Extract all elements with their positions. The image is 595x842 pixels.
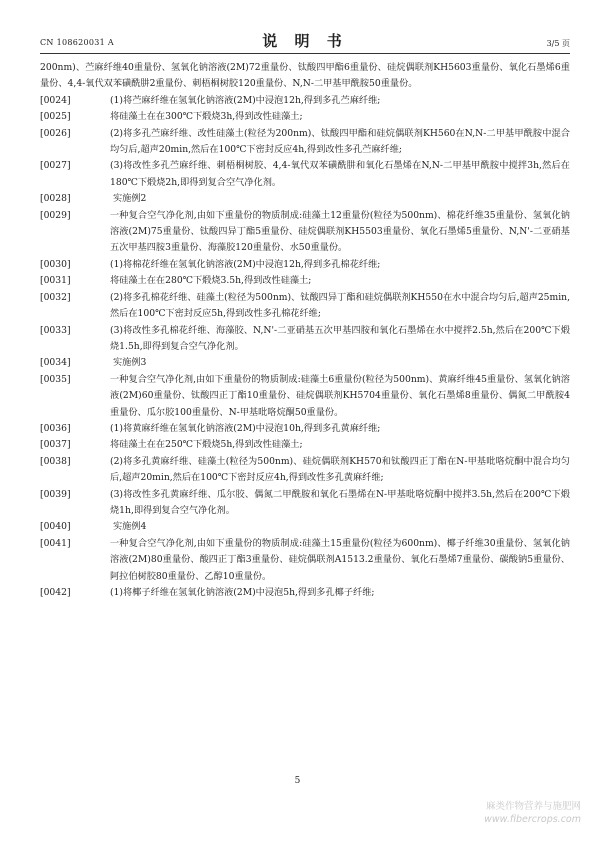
paragraph-number: [0037] <box>40 439 71 451</box>
paragraph-text: (2)将多孔黄麻纤维、硅藻土(粒径为500nm)、硅烷偶联剂KH570和钛酸四正丁酯在N-甲基吡咯烷酮中混合均匀后,超声20min,然后在100℃下密封反应4h,得到改性多孔黄麻纤维; <box>110 455 570 484</box>
example-heading: 实施例3 <box>113 357 147 369</box>
paragraph-number: [0026] <box>40 127 71 139</box>
paragraph-0036 <box>40 421 570 437</box>
paragraph-0035 <box>40 372 570 421</box>
paragraph-0041 <box>40 536 570 585</box>
paragraph-text: 将硅藻土在在280℃下煅烧3.5h,得到改性硅藻土; <box>110 275 312 287</box>
patent-number: CN 108620031 A <box>40 38 114 47</box>
paragraph-0034 <box>40 355 570 371</box>
paragraph-number: [0030] <box>40 258 71 270</box>
paragraph-text: 一种复合空气净化剂,由如下重量份的物质制成:硅藻土15重量份(粒径为600nm)、椰子纤维30重量份、氢氧化钠溶液(2M)80重量份、酸四正丁酯3重量份、硅烷偶联剂A1513.2重量份、氧化石墨烯7重量份、碳酸钠5重量份、阿拉伯树胶80重量份、乙醇10重量份。 <box>110 537 570 582</box>
page-indicator: 3/5 页 <box>546 39 570 48</box>
document-header <box>40 30 570 52</box>
paragraph-0028 <box>40 191 570 207</box>
paragraph-text: (1)将苎麻纤维在氢氧化钠溶液(2M)中浸泡12h,得到多孔苎麻纤维; <box>110 94 381 106</box>
watermark-site-name: 麻类作物营养与施肥网 <box>485 801 581 812</box>
paragraph-text: (1)将黄麻纤维在氢氧化钠溶液(2M)中浸泡10h,得到多孔黄麻纤维; <box>110 422 381 434</box>
header-rule <box>40 53 570 54</box>
paragraph-text: (3)将改性多孔棉花纤维、海藻胶、N,N'-二亚硝基五次甲基四胺和氧化石墨烯在水中搅拌2.5h,然后在200℃下煅烧1.5h,即得到复合空气净化剂。 <box>110 324 570 352</box>
paragraph-number: [0029] <box>40 209 71 221</box>
paragraph-0031 <box>40 273 570 289</box>
paragraph-number: [0036] <box>40 422 71 434</box>
paragraph-text: (1)将椰子纤维在氢氧化钠溶液(2M)中浸泡5h,得到多孔椰子纤维; <box>110 587 375 598</box>
paragraph-0030 <box>40 257 570 273</box>
paragraph-number: [0027] <box>40 160 71 172</box>
paragraph-text: (1)将棉花纤维在氢氧化钠溶液(2M)中浸泡12h,得到多孔棉花纤维; <box>110 258 381 270</box>
paragraph-text: 将硅藻土在在300℃下煅烧3h,得到改性硅藻土; <box>110 111 303 123</box>
continued-paragraph <box>40 60 570 93</box>
paragraph-0038 <box>40 454 570 487</box>
watermark-url: www.fibercrops.com <box>484 814 581 825</box>
paragraph-0029 <box>40 208 570 257</box>
watermark <box>484 800 581 826</box>
paragraph-number: [0024] <box>40 94 71 106</box>
paragraph-number: [0038] <box>40 455 71 467</box>
paragraph-text: 200nm)、苎麻纤维40重量份、氢氧化钠溶液(2M)72重量份、钛酸四甲酯6重量份、硅烷偶联剂KH5603重量份、氧化石墨烯6重量份、4,4-氧代双苯磺酰肼2重量份、刺梧桐树胶120重量份、N,N-二甲基甲酰胺50重量份。 <box>40 62 570 90</box>
paragraph-text: (3)将改性多孔黄麻纤维、瓜尔胶、偶氮二甲酰胺和氧化石墨烯在N-甲基吡咯烷酮中搅拌3.5h,然后在200℃下煅烧1h,即得到复合空气净化剂。 <box>110 488 570 516</box>
document-body <box>40 60 570 601</box>
paragraph-0024 <box>40 93 570 109</box>
paragraph-number: [0035] <box>40 373 71 385</box>
paragraph-text: 将硅藻土在在250℃下煅烧5h,得到改性硅藻土; <box>110 439 303 451</box>
paragraph-0039 <box>40 487 570 520</box>
page-title: 说 明 书 <box>262 32 348 50</box>
example-heading: 实施例2 <box>113 193 147 205</box>
paragraph-0032 <box>40 290 570 323</box>
paragraph-text: (2)将多孔苎麻纤维、改性硅藻土(粒径为200nm)、钛酸四甲酯和硅烷偶联剂KH560在N,N-二甲基甲酰胺中混合均匀后,超声20min,然后在100℃下密封反应4h,得到改性多孔苎麻纤维; <box>110 127 570 156</box>
paragraph-number: [0032] <box>40 291 71 303</box>
page-number: 5 <box>294 776 301 786</box>
paragraph-number: [0025] <box>40 111 71 123</box>
paragraph-0027 <box>40 158 570 191</box>
paragraph-number: [0034] <box>40 357 71 369</box>
paragraph-text: 一种复合空气净化剂,由如下重量份的物质制成:硅藻土6重量份(粒径为500nm)、黄麻纤维45重量份、氢氧化钠溶液(2M)60重量份、钛酸四正丁酯10重量份、硅烷偶联剂KH5704重量份、氧化石墨烯8重量份、偶氮二甲酰胺4重量份、瓜尔胶100重量份、N-甲基吡咯烷酮50重量份。 <box>110 373 570 418</box>
paragraph-0040 <box>40 519 570 535</box>
paragraph-number: [0031] <box>40 275 71 287</box>
paragraph-0042 <box>40 585 570 601</box>
paragraph-number: [0039] <box>40 488 71 500</box>
paragraph-number: [0042] <box>40 587 71 598</box>
paragraph-number: [0040] <box>40 521 71 533</box>
paragraph-0037 <box>40 437 570 453</box>
paragraph-number: [0033] <box>40 324 71 336</box>
paragraph-text: (3)将改性多孔苎麻纤维、刺梧桐树胶、4,4-氧代双苯磺酰肼和氧化石墨烯在N,N-二甲基甲酰胺中搅拌3h,然后在180℃下煅烧2h,即得到复合空气净化剂。 <box>110 160 570 188</box>
paragraph-0033 <box>40 323 570 356</box>
paragraph-0025 <box>40 109 570 125</box>
paragraph-0026 <box>40 126 570 159</box>
example-heading: 实施例4 <box>113 521 147 533</box>
paragraph-text: 一种复合空气净化剂,由如下重量份的物质制成:硅藻土12重量份(粒径为500nm)、棉花纤维35重量份、氢氧化钠溶液(2M)75重量份、钛酸四异丁酯5重量份、硅烷偶联剂KH5503重量份、氧化石墨烯5重量份、N,N'-二亚硝基五次甲基四胺3重量份、海藻胶120重量份、水50重量份。 <box>110 209 570 254</box>
paragraph-number: [0041] <box>40 537 71 549</box>
paragraph-text: (2)将多孔棉花纤维、硅藻土(粒径为500nm)、钛酸四异丁酯和硅烷偶联剂KH550在水中混合均匀后,超声25min,然后在100℃下密封反应5h,得到改性多孔棉花纤维; <box>110 291 570 320</box>
paragraph-number: [0028] <box>40 193 71 205</box>
